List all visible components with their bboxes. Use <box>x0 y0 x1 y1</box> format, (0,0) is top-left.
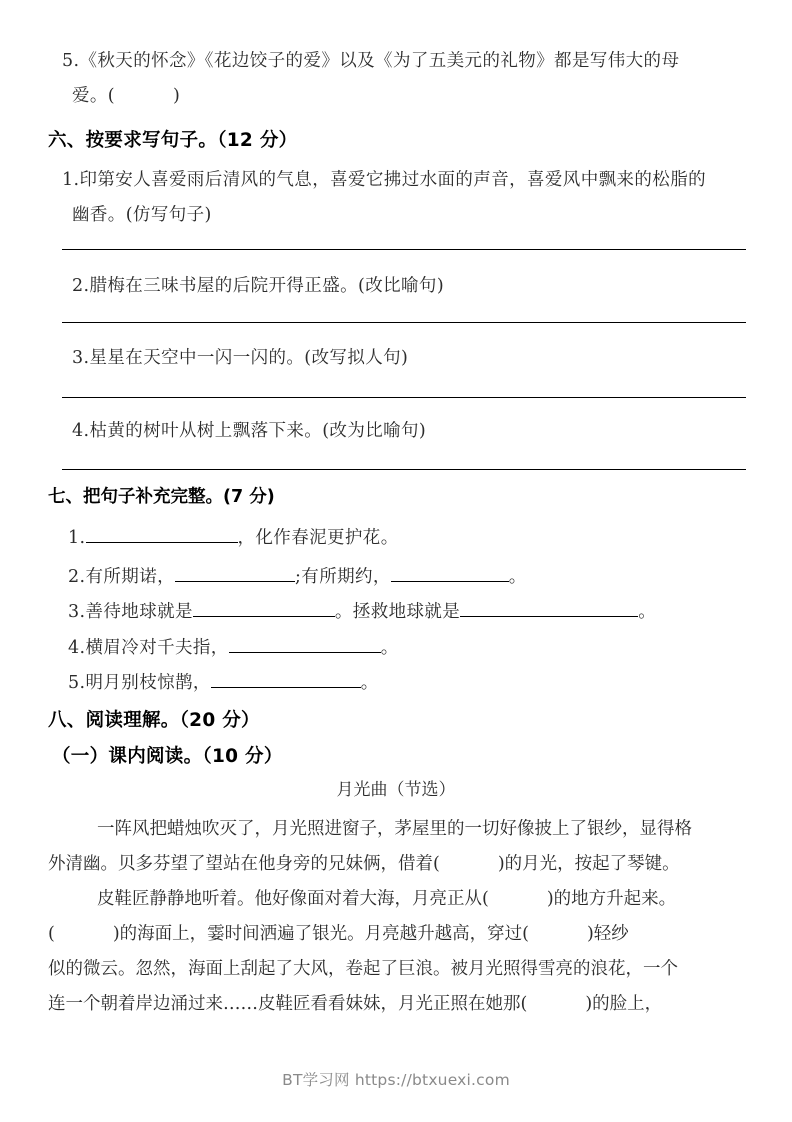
passage-line-4-part-1: ( <box>48 924 55 944</box>
item-1-number: 1. <box>68 528 86 548</box>
passage-line-6-part-2: )的脸上， <box>585 994 663 1014</box>
section-eight-heading: 八、阅读理解。（20 分） <box>48 710 260 731</box>
passage-line-5: 似的微云。忽然，海面上刮起了大风，卷起了巨浪。被月光照得雪亮的浪花，一个 <box>48 959 678 979</box>
section-six-item-1-line-1: 1.印第安人喜爱雨后清风的气息，喜爱它拂过水面的声音，喜爱风中飘来的松脂的 <box>62 170 706 190</box>
section-six-item-3: 3.星星在天空中一闪一闪的。(改写拟人句) <box>72 348 409 368</box>
item-2-end: 。 <box>508 567 527 587</box>
item-3-prefix: 3.善待地球就是 <box>68 602 193 622</box>
item-4-prefix: 4.横眉冷对千夫指， <box>68 638 229 658</box>
passage-line-3-part-2: )的地方升起来。 <box>546 889 677 909</box>
carryover-answer-suffix: ) <box>173 86 181 106</box>
answer-rule-3[interactable] <box>62 397 746 398</box>
carryover-item-line-1: 5.《秋天的怀念》《花边饺子的爱》以及《为了五美元的礼物》都是写伟大的母 <box>62 51 680 71</box>
section-six-item-1-line-2: 幽香。(仿写句子) <box>72 205 212 225</box>
answer-rule-2[interactable] <box>62 322 746 323</box>
item-1-text: ，化作春泥更护花。 <box>237 528 399 548</box>
section-six-heading: 六、按要求写句子。（12 分） <box>48 130 298 151</box>
site-watermark: BT学习网 https://btxuexi.com <box>282 1071 510 1089</box>
section-six-item-4: 4.枯黄的树叶从树上飘落下来。(改为比喻句) <box>72 421 427 441</box>
section-seven-item-2 <box>68 560 527 595</box>
item-2-middle: ;有所期约， <box>295 567 391 587</box>
passage-line-4 <box>48 917 629 951</box>
item-3-blank-a[interactable] <box>193 598 335 617</box>
carryover-answer-prefix: 爱。( <box>72 86 116 106</box>
passage-line-1: 一阵风把蜡烛吹灭了，月光照进窗子，茅屋里的一切好像披上了银纱，显得格 <box>62 819 692 839</box>
item-2-blank-b[interactable] <box>391 563 509 582</box>
section-seven-item-4 <box>68 631 399 666</box>
passage-line-4-part-2: )的海面上，霎时间洒遍了银光。月亮越升越高，穿过( <box>112 924 529 944</box>
section-seven-item-1 <box>68 521 399 556</box>
passage-line-2 <box>48 847 680 881</box>
passage-line-6-part-1: 连一个朝着岸边涌过来……皮鞋匠看看妹妹，月光正照在她那( <box>48 994 528 1014</box>
section-seven-item-5 <box>68 666 379 701</box>
item-3-blank-b[interactable] <box>460 598 638 617</box>
section-six-item-2: 2.腊梅在三味书屋的后院开得正盛。(改比喻句) <box>72 276 445 296</box>
item-4-end: 。 <box>380 638 399 658</box>
item-3-end: 。 <box>638 602 657 622</box>
passage-line-2-part-2: )的月光，按起了琴键。 <box>497 854 680 874</box>
section-seven-item-3 <box>68 595 656 630</box>
item-5-prefix: 5.明月别枝惊鹊， <box>68 673 211 693</box>
answer-rule-4[interactable] <box>62 469 746 470</box>
section-eight-sub-heading: （一）课内阅读。（10 分） <box>52 746 283 767</box>
passage-line-2-part-1: 外清幽。贝多芬望了望站在他身旁的兄妹俩，借着( <box>48 854 440 874</box>
item-2-prefix: 2.有所期诺， <box>68 567 175 587</box>
item-1-blank[interactable] <box>86 524 238 543</box>
item-5-end: 。 <box>360 673 379 693</box>
passage-line-6 <box>48 987 662 1021</box>
item-5-blank[interactable] <box>211 669 361 688</box>
item-4-blank[interactable] <box>229 634 381 653</box>
item-2-blank-a[interactable] <box>175 563 295 582</box>
passage-line-3 <box>62 882 676 916</box>
passage-line-4-part-3: )轻纱 <box>586 924 629 944</box>
passage-line-3-part-1: 皮鞋匠静静地听着。他好像面对着大海，月亮正从( <box>62 889 489 909</box>
passage-title: 月光曲（节选） <box>336 780 456 800</box>
carryover-item-line-2 <box>72 79 180 114</box>
item-3-middle: 。拯救地球就是 <box>334 602 461 622</box>
answer-rule-1[interactable] <box>62 249 746 250</box>
section-seven-heading: 七、把句子补充完整。(7 分) <box>48 487 275 507</box>
